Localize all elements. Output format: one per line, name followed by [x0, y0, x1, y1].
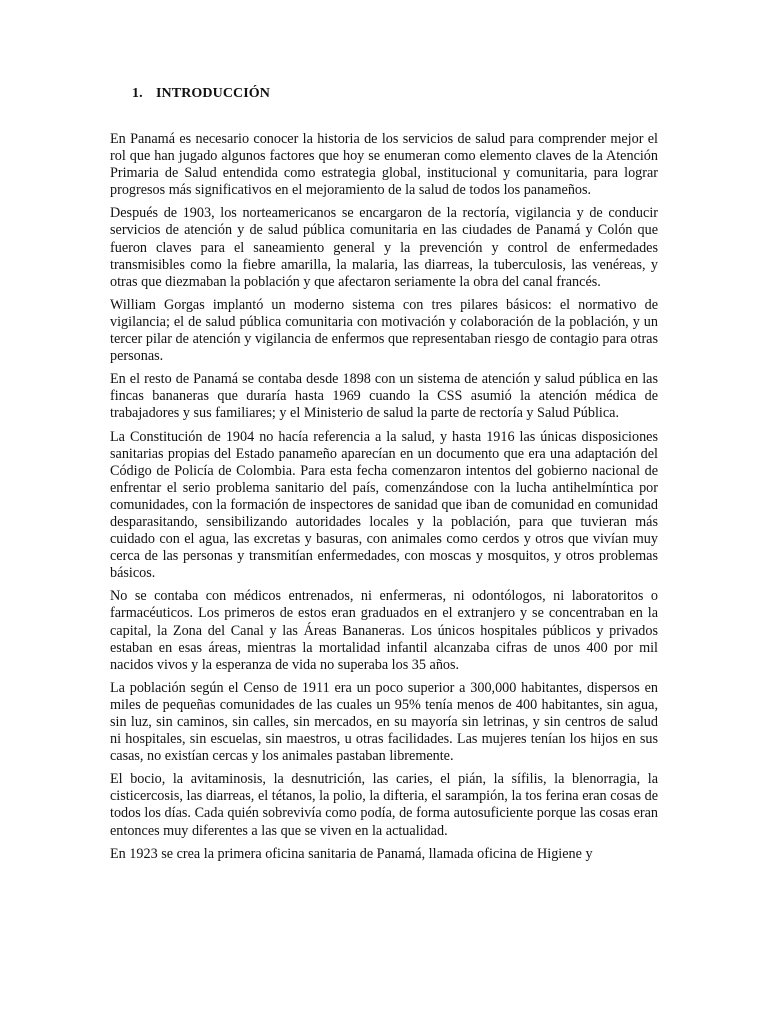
paragraph-fincas-bananeras: En el resto de Panamá se contaba desde 1898 con un sistema de atención y salud pública en las fincas bananeras que duraría hasta 1969 cuando la CSS asumió la atención médica de trabajadores y sus familiares; y el Ministerio de salud la parte de rectoría y Salud Pública.	[110, 371, 658, 422]
section-heading	[132, 86, 270, 102]
paragraph-enfermedades: El bocio, la avitaminosis, la desnutrición, las caries, el pián, la sífilis, la blenorragia, la cisticercosis, las diarreas, el tétanos, la polio, la difteria, el sarampión, la tos ferina eran cosas de todos los días. Cada quién sobrevivía como podía, de forma autosuficiente porque las cosas eran entonces muy diferentes a las que se viven en la actualidad.	[110, 771, 658, 839]
paragraph-1923: En 1923 se crea la primera oficina sanitaria de Panamá, llamada oficina de Higiene y	[110, 845, 593, 862]
paragraph-medicos: No se contaba con médicos entrenados, ni enfermeras, ni odontólogos, ni laboratoritos o farmacéuticos. Los primeros de estos eran graduados en el extranjero y se concentraban en la capital, la Zona del Canal y las Áreas Bananeras. Los únicos hospitales públicos y privados estaban en esas áreas, mientras la mortalidad infantil alcanzaba cifras de unos 400 por mil nacidos vivos y la esperanza de vida no superaba los 35 años.	[110, 588, 658, 673]
paragraph-gorgas: William Gorgas implantó un moderno sistema con tres pilares básicos: el normativo de vigilancia; el de salud pública comunitaria con motivación y colaboración de la población, y un tercer pilar de atención y vigilancia de enfermos que representaban riesgo de contagio para otras personas.	[110, 296, 658, 365]
paragraph-constitucion-1904: La Constitución de 1904 no hacía referencia a la salud, y hasta 1916 las únicas disposiciones sanitarias propias del Estado panameño aparecían en un documento que era una adaptación del Código de Policía de Colombia. Para esta fecha comenzaron intentos del gobierno nacional de enfrentar el serio problema sanitario del país, comenzándose con la lucha antihelmíntica por comunidades, con la formación de inspectores de sanidad que iban de comunidad en comunidad desparasitando, sensibilizando autoridades locales y la población, para que tuvieran más cuidado con el agua, las excretas y basuras, con animales como cerdos y otros que vivían muy cerca de las personas y transmitían enfermedades, con moscas y mosquitos, y otros problemas básicos.	[110, 428, 658, 582]
paragraph-1903: Después de 1903, los norteamericanos se encargaron de la rectoría, vigilancia y de conducir servicios de atención y de salud pública comunitaria en las ciudades de Panamá y Colón que fueron claves para el saneamiento general y la prevención y control de enfermedades transmisibles como la fiebre amarilla, la malaria, las diarreas, la tuberculosis, las venéreas, y otras que diezmaban la población y que afectaron seriamente la obra del canal francés.	[110, 205, 658, 290]
paragraph-intro: En Panamá es necesario conocer la historia de los servicios de salud para comprender mejor el rol que han jugado algunos factores que hoy se enumeran como elemento claves de la Atención Primaria de Salud entendida como estrategia global, institucional y comunitaria, para lograr progresos más significativos en el mejoramiento de la salud de todos los panameños.	[110, 131, 658, 199]
section-title: INTRODUCCIÓN	[156, 86, 270, 101]
section-number: 1.	[132, 86, 143, 101]
body-text	[110, 131, 658, 869]
paragraph-censo-1911: La población según el Censo de 1911 era un poco superior a 300,000 habitantes, dispersos en miles de pequeñas comunidades de las cuales un 95% tenía menos de 400 habitantes, sin agua, sin luz, sin caminos, sin calles, sin mercados, en su mayoría sin letrinas, y sin centros de salud ni hospitales, sin escuelas, sin maestros, u otras facilidades. Las mujeres tenían los hijos en sus casas, no existían cercas y los animales pastaban libremente.	[110, 679, 658, 765]
